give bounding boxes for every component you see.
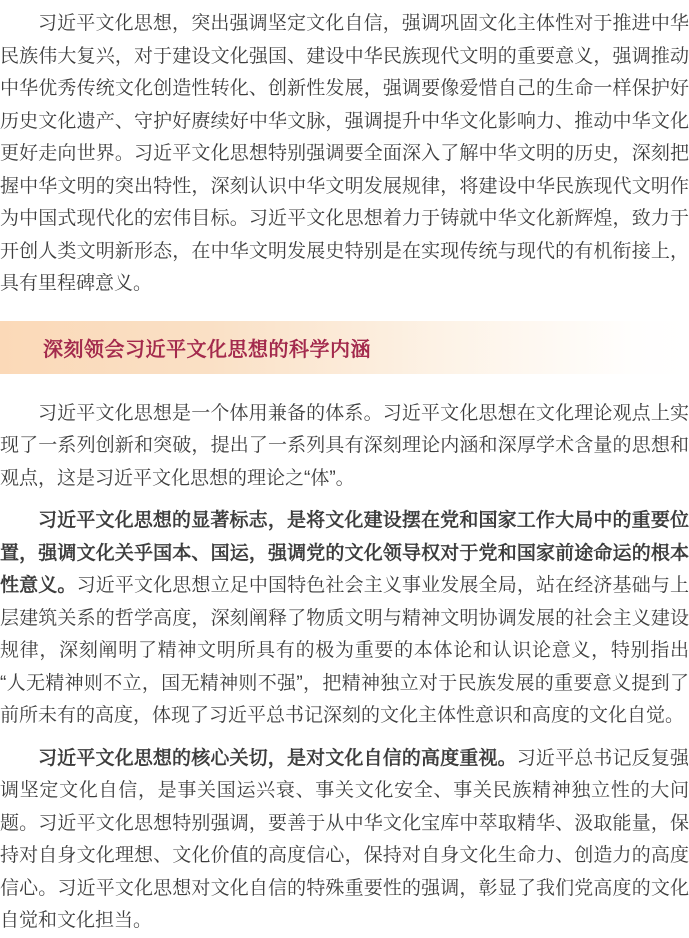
paragraph-distinctive-mark bbox=[0, 505, 689, 733]
section-heading-banner bbox=[0, 321, 689, 374]
paragraph-theory-system: 习近平文化思想是一个体用兼备的体系。习近平文化思想在文化理论观点上实现了一系列创新和突破，提出了一系列具有深刻理论内涵和深厚学术含量的思想和观点，这是习近平文化思想的理论之“体”。 bbox=[0, 402, 689, 489]
section-heading-title: 深刻领会习近平文化思想的科学内涵 bbox=[43, 338, 371, 361]
paragraph-core-concern-lead: 习近平文化思想的核心关切，是对文化自信的高度重视。 bbox=[38, 747, 517, 769]
paragraph-core-concern bbox=[0, 743, 689, 938]
paragraph-distinctive-mark-lead: 习近平文化思想的显著标志，是将文化建设摆在党和国家工作大局中的重要位置，强调文化关乎国本、国运，强调党的文化领导权对于党和国家前途命运的根本性意义。 bbox=[0, 510, 689, 596]
paragraph-overview: 习近平文化思想，突出强调坚定文化自信，强调巩固文化主体性对于推进中华民族伟大复兴，对于建设文化强国、建设中华民族现代文明的重要意义，强调推动中华优秀传统文化创造性转化、创新性发展，强调要像爱惜自己的生命一样保护好历史文化遗产、守护好赓续好中华文脉，强调提升中华文化影响力、推动中华文化更好走向世界。习近平文化思想特别强调要全面深入了解中华文明的历史，深刻把握中华文明的突出特性，深刻认识中华文明发展规律，将建设中华民族现代文明作为中国式现代化的宏伟目标。习近平文化思想着力于铸就中华文化新辉煌，致力于开创人类文明新形态，在中华文明发展史特别是在实现传统与现代的有机衔接上，具有里程碑意义。 bbox=[0, 13, 689, 294]
paragraph-core-concern-rest: 习近平总书记反复强调坚定文化自信，是事关国运兴衰、事关文化安全、事关民族精神独立性的大问题。习近平文化思想特别强调，要善于从中华文化宝库中萃取精华、汲取能量，保持对自身文化理想、文化价值的高度信心，保持对自身文化生命力、创造力的高度信心。习近平文化思想对文化自信的特殊重要性的强调，彰显了我们党高度的文化自觉和文化担当。 bbox=[0, 747, 689, 931]
paragraph-distinctive-mark-rest: 习近平文化思想立足中国特色社会主义事业发展全局，站在经济基础与上层建筑关系的哲学高度，深刻阐释了物质文明与精神文明协调发展的社会主义建设规律，深刻阐明了精神文明所具有的极为重要的本体论和认识论意义，特别指出“人无精神则不立，国无精神则不强”，把精神独立对于民族发展的重要意义提到了前所未有的高度，体现了习近平总书记深刻的文化主体性意识和高度的文化自觉。 bbox=[0, 575, 689, 726]
